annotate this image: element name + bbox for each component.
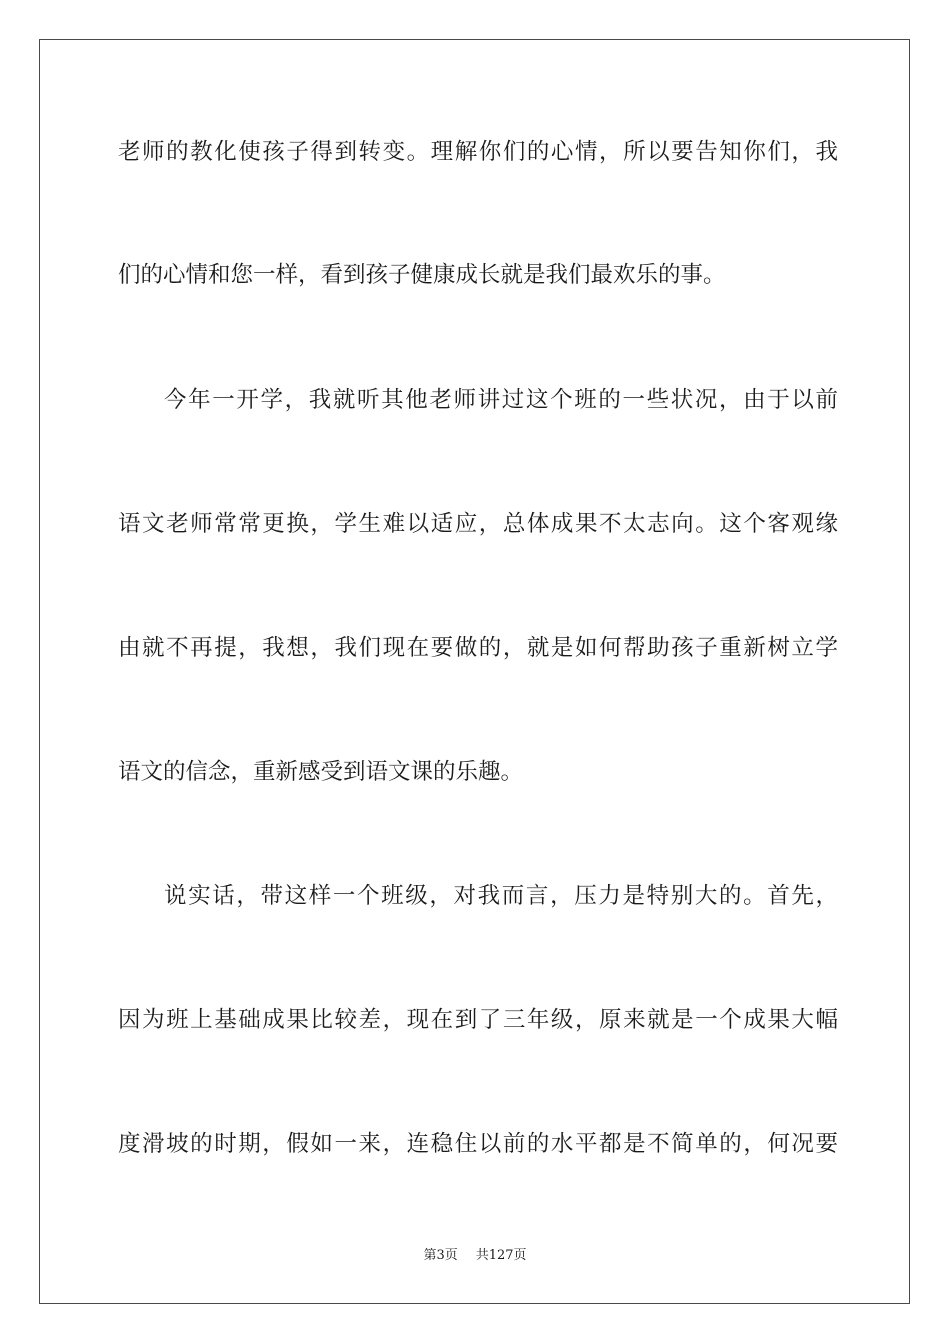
text-line-7: 说实话，带这样一个班级，对我而言，压力是特别大的。首先， xyxy=(164,883,838,909)
text-line-9: 度滑坡的时期，假如一来，连稳住以前的水平都是不简单的，何况要 xyxy=(118,1131,838,1157)
page-border xyxy=(39,39,910,1304)
text-line-8: 因为班上基础成果比较差，现在到了三年级，原来就是一个成果大幅 xyxy=(118,1007,838,1033)
text-line-6: 语文的信念，重新感受到语文课的乐趣。 xyxy=(118,759,524,785)
text-line-4: 语文老师常常更换，学生难以适应，总体成果不太志向。这个客观缘 xyxy=(118,511,838,537)
text-line-2: 们的心情和您一样，看到孩子健康成长就是我们最欢乐的事。 xyxy=(118,262,726,288)
text-line-5: 由就不再提，我想，我们现在要做的，就是如何帮助孩子重新树立学 xyxy=(118,635,838,661)
page-footer xyxy=(0,1247,950,1265)
total-pages: 共127页 xyxy=(475,1248,527,1263)
text-line-1: 老师的教化使孩子得到转变。理解你们的心情，所以要告知你们，我 xyxy=(118,139,838,165)
text-line-3: 今年一开学，我就听其他老师讲过这个班的一些状况，由于以前 xyxy=(164,387,838,413)
page-number: 第3页 xyxy=(423,1248,458,1263)
